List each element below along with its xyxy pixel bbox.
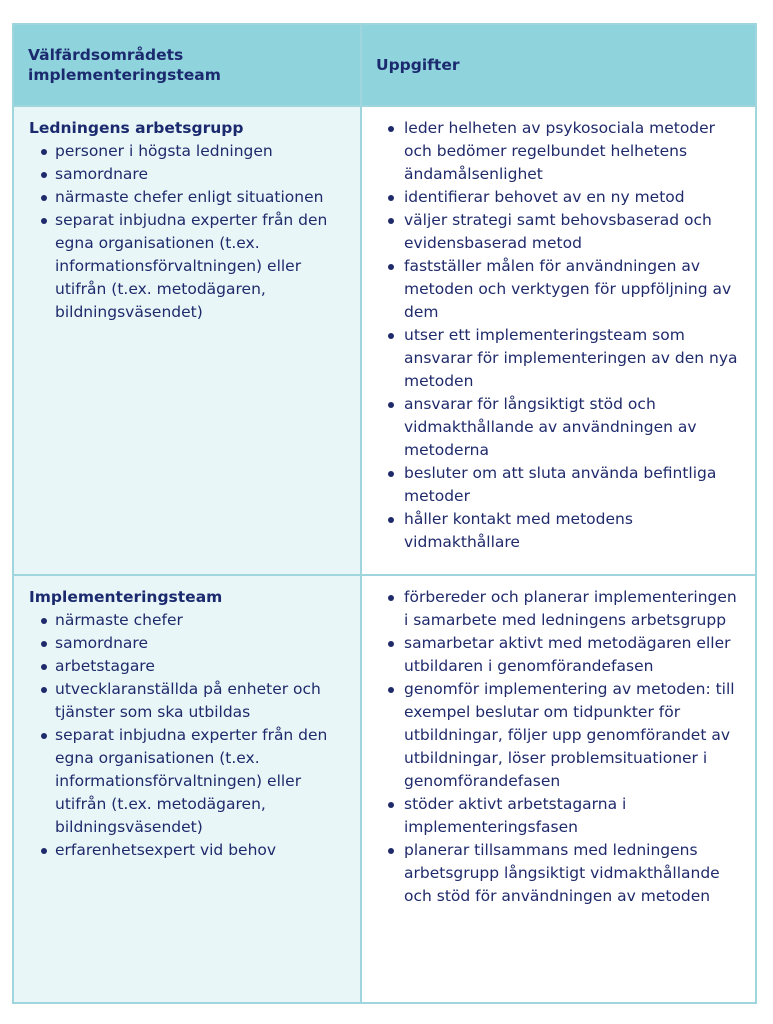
- bullet-icon: [41, 641, 47, 647]
- list-item: planerar tillsammans med ledningens arbetsgrupp långsiktigt vidmakthållande och stöd för användningen av metoden: [388, 839, 741, 908]
- list-item: samordnare: [29, 632, 350, 655]
- bullet-icon: [388, 264, 394, 270]
- bullet-icon: [41, 195, 47, 201]
- list-item: arbetstagare: [29, 655, 350, 678]
- bullet-icon: [388, 471, 394, 477]
- tasks-cell: [362, 107, 755, 574]
- bullet-icon: [388, 195, 394, 201]
- bullet-icon: [388, 126, 394, 132]
- bullet-icon: [41, 664, 47, 670]
- table-row: [14, 105, 755, 574]
- list-item: genomför implementering av metoden: till exempel beslutar om tidpunkter för utbildningar, följer upp genomförandet av utbildningar, löser problemsituationer i genomförandefasen: [388, 678, 741, 793]
- list-item: identifierar behovet av en ny metod: [388, 186, 741, 209]
- list-item: erfarenhetsexpert vid behov: [29, 839, 350, 862]
- member-list: [29, 609, 350, 862]
- list-item: stöder aktivt arbetstagarna i implementeringsfasen: [388, 793, 741, 839]
- implementation-table: [12, 23, 757, 1004]
- list-item: utvecklaranställda på enheter och tjänster som ska utbildas: [29, 678, 350, 724]
- tasks-cell: [362, 576, 755, 1002]
- member-list: [29, 140, 350, 324]
- bullet-icon: [41, 733, 47, 739]
- header-team: Välfärdsområdets implementeringsteam: [14, 25, 362, 105]
- bullet-icon: [41, 149, 47, 155]
- team-cell: [14, 107, 362, 574]
- list-item: ansvarar för långsiktigt stöd och vidmakthållande av användningen av metoderna: [388, 393, 741, 462]
- bullet-icon: [388, 802, 394, 808]
- bullet-icon: [388, 848, 394, 854]
- bullet-icon: [41, 618, 47, 624]
- bullet-icon: [41, 848, 47, 854]
- team-cell: [14, 576, 362, 1002]
- task-list: [388, 117, 741, 554]
- list-item: närmaste chefer: [29, 609, 350, 632]
- bullet-icon: [388, 517, 394, 523]
- list-item: samarbetar aktivt med metodägaren eller utbildaren i genomförandefasen: [388, 632, 741, 678]
- list-item: personer i högsta ledningen: [29, 140, 350, 163]
- group-title: Ledningens arbetsgrupp: [29, 119, 244, 137]
- list-item: utser ett implementeringsteam som ansvarar för implementeringen av den nya metoden: [388, 324, 741, 393]
- list-item: besluter om att sluta använda befintliga metoder: [388, 462, 741, 508]
- list-item: leder helheten av psykosociala metoder och bedömer regelbundet helhetens ändamålsenlighet: [388, 117, 741, 186]
- group-title: Implementeringsteam: [29, 588, 223, 606]
- list-item: samordnare: [29, 163, 350, 186]
- bullet-icon: [41, 172, 47, 178]
- bullet-icon: [41, 687, 47, 693]
- bullet-icon: [388, 595, 394, 601]
- bullet-icon: [388, 687, 394, 693]
- list-item: förbereder och planerar implementeringen i samarbete med ledningens arbetsgrupp: [388, 586, 741, 632]
- bullet-icon: [388, 641, 394, 647]
- table-row: [14, 574, 755, 1002]
- list-item: fastställer målen för användningen av metoden och verktygen för uppföljning av dem: [388, 255, 741, 324]
- bullet-icon: [388, 218, 394, 224]
- bullet-icon: [41, 218, 47, 224]
- list-item: separat inbjudna experter från den egna organisationen (t.ex. informationsförvaltningen) eller utifrån (t.ex. metodägaren, bildningsväsendet): [29, 724, 350, 839]
- list-item: väljer strategi samt behovsbaserad och evidensbaserad metod: [388, 209, 741, 255]
- bullet-icon: [388, 333, 394, 339]
- bullet-icon: [388, 402, 394, 408]
- header-tasks: Uppgifter: [376, 56, 460, 74]
- task-list: [388, 586, 741, 908]
- table-header-row: [14, 25, 755, 105]
- list-item: håller kontakt med metodens vidmakthållare: [388, 508, 741, 554]
- list-item: närmaste chefer enligt situationen: [29, 186, 350, 209]
- list-item: separat inbjudna experter från den egna organisationen (t.ex. informationsförvaltningen) eller utifrån (t.ex. metodägaren, bildningsväsendet): [29, 209, 350, 324]
